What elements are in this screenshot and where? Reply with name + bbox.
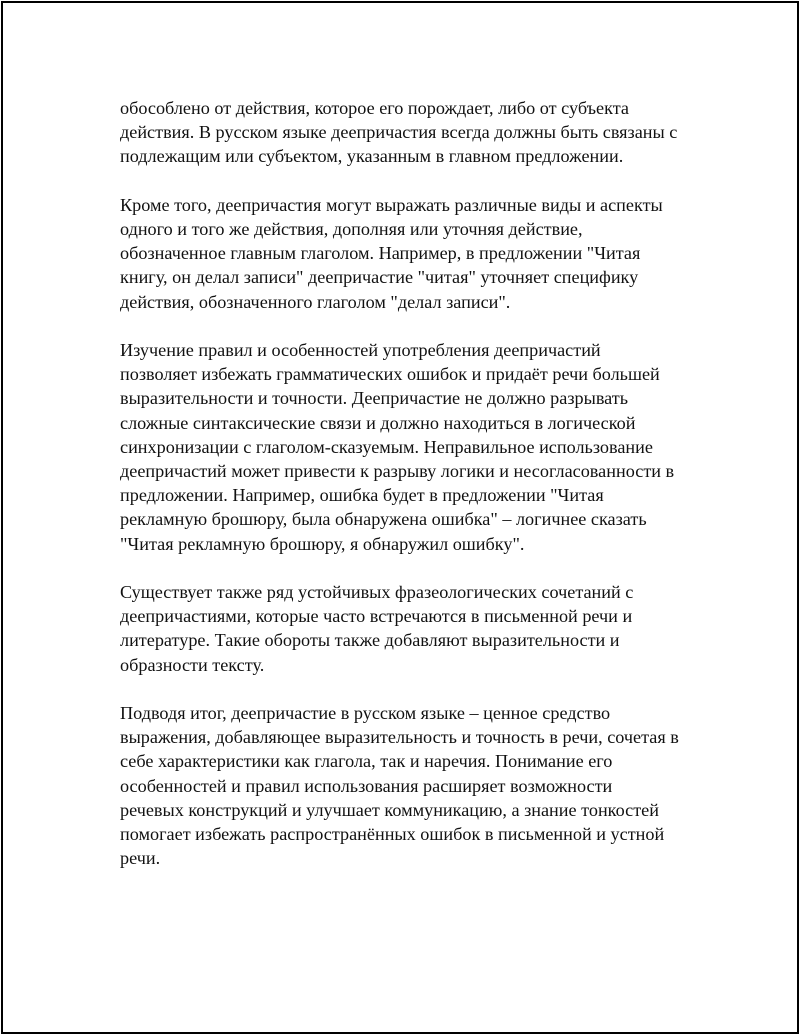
text-line: Существует также ряд устойчивых фразеологических сочетаний с <box>120 582 634 603</box>
text-line: рекламную брошюру, была обнаружена ошибка" – логичнее сказать <box>120 509 647 530</box>
text-line: обособлено от действия, которое его порождает, либо от субъекта <box>120 98 629 118</box>
paragraph <box>120 580 694 677</box>
text-line: выразительности и точности. Деепричастие не должно разрывать <box>120 388 629 409</box>
text-line: обозначенное главным глаголом. Например, в предложении "Читая <box>120 243 641 264</box>
text-line: "Читая рекламную брошюру, я обнаружил ошибку". <box>120 533 525 554</box>
text-line: выражения, добавляющее выразительность и точность в речи, сочетая в <box>120 727 679 748</box>
paragraph <box>120 701 694 870</box>
text-line: себе характеристики как глагола, так и наречия. Понимание его <box>120 751 613 772</box>
text-line: действия, обозначенного глаголом "делал записи". <box>120 291 511 312</box>
document-body <box>120 96 694 895</box>
paragraph <box>120 193 694 314</box>
text-line: особенностей и правил использования расширяет возможности <box>120 775 613 796</box>
text-line: речевых конструкций и улучшает коммуникацию, а знание тонкостей <box>120 799 659 820</box>
text-line: Подводя итог, деепричастие в русском языке – ценное средство <box>120 703 611 724</box>
text-line: книгу, он делал записи" деепричастие "читая" уточняет специфику <box>120 267 639 288</box>
text-line: предложении. Например, ошибка будет в предложении "Читая <box>120 485 604 506</box>
text-line: одного и того же действия, дополняя или уточняя действие, <box>120 219 583 239</box>
text-line: действия. В русском языке деепричастия всегда должны быть связаны с <box>120 122 678 143</box>
text-line: Изучение правил и особенностей употребления деепричастий <box>120 340 601 360</box>
text-line: сложные синтаксические связи и должно находиться в логической <box>120 412 636 433</box>
paragraph <box>120 96 694 169</box>
page-frame <box>1 1 799 1034</box>
text-line: деепричастий может привести к разрыву логики и несогласованности в <box>120 461 675 482</box>
paragraph <box>120 338 694 556</box>
text-line: подлежащим или субъектом, указанным в главном предложении. <box>120 146 624 167</box>
text-line: синхронизации с глаголом-сказуемым. Неправильное использование <box>120 436 653 457</box>
text-line: позволяет избежать грамматических ошибок и придаёт речи большей <box>120 364 660 385</box>
text-line: деепричастиями, которые часто встречаются в письменной речи и <box>120 606 633 627</box>
text-line: Кроме того, деепричастия могут выражать различные виды и аспекты <box>120 194 663 215</box>
text-line: речи. <box>120 848 161 869</box>
text-line: литературе. Такие обороты также добавляют выразительности и <box>120 630 620 651</box>
text-line: образности тексту. <box>120 654 265 675</box>
text-line: помогает избежать распространённых ошибок в письменной и устной <box>120 824 665 845</box>
